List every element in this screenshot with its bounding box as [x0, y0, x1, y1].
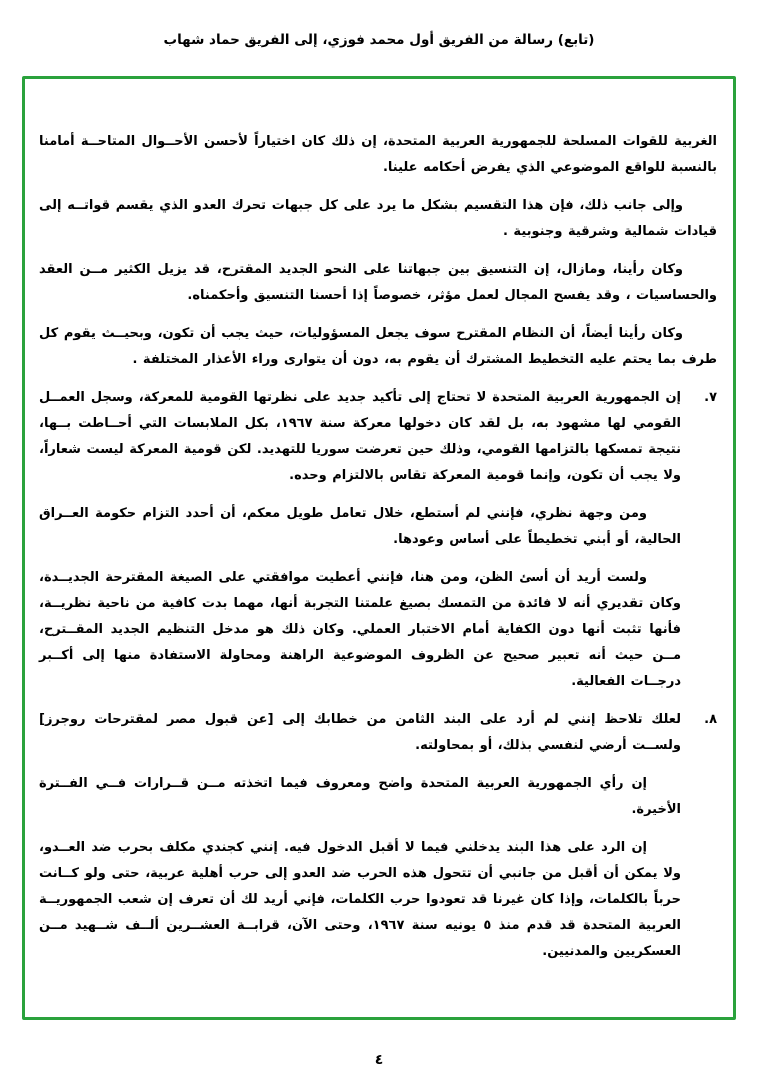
page-number: ٤	[374, 1052, 384, 1068]
numbered-item-7	[39, 385, 717, 707]
item-body	[39, 707, 681, 977]
item-paragraph: ومن وجهة نظري، فإنني لم أستطع، خلال تعامل طويل معكم، أن أحدد التزام حكومة العــراق الحالية، أو أبني تخطيطاً على أساس وعودها.	[39, 506, 681, 547]
item-number: ٧.	[704, 390, 717, 405]
intro-paragraph: وكان رأينا أيضاً، أن النظام المقترح سوف يجعل المسؤوليات، حيث يجب أن تكون، وبحيــث يقوم كل طرف بما يحتم عليه التخطيط المشترك أن يقوم به، دون أن يتوارى وراء الأعذار المختلفة .	[39, 326, 717, 367]
intro-paragraph: وكان رأينا، ومازال، إن التنسيق بين جبهاتنا على النحو الجديد المقترح، قد يزيل الكثير مــن العقد والحساسيات ، وقد يفسح المجال لعمل مؤثر، خصوصاً إذا أحسنا التنسيق وأحكمناه.	[39, 262, 717, 303]
numbered-item-8	[39, 707, 717, 977]
item-paragraph: لعلك تلاحظ إنني لم أرد على البند الثامن من خطابك إلى [عن قبول مصر لمقترحات روجرز] ولســت أرضي لنفسي بذلك، أو بمحاولته.	[39, 712, 681, 753]
content-frame	[22, 76, 736, 1020]
page-header-title: (تابع) رسالة من الفريق أول محمد فوزي، إلى الفريق حماد شهاب	[163, 32, 595, 48]
item-paragraph: إن الرد على هذا البند يدخلني فيما لا أقبل الدخول فيه. إنني كجندي مكلف بحرب ضد العــدو، ولا يمكن أن أقبل من جانبي أن تتحول هذه الحرب ضد العدو إلى حرب أهلية عربية، حتى ولو كــانت حرباً بالكلمات، وإذا كان غيرنا قد تعودوا حرب الكلمات، فإني أريد لك أن تعرف إن شعب الجمهوريــة العربية المتحدة قد قدم منذ ٥ يونيه سنة ١٩٦٧، وحتى الآن، قرابــة العشــرين ألــف شــهيد مــن العسكريين والمدنيين.	[39, 840, 681, 959]
item-paragraph: إن رأي الجمهورية العربية المتحدة واضح ومعروف فيما اتخذته مــن قــرارات فــي الفــترة الأخيرة.	[39, 776, 681, 817]
intro-paragraph: وإلى جانب ذلك، فإن هذا التقسيم بشكل ما يرد على كل جبهات تحرك العدو الذي يقسم قواتــه إلى قيادات شمالية وشرقية وجنوبية .	[39, 198, 717, 239]
item-number: ٨.	[704, 712, 717, 727]
intro-paragraph: الغربية للقوات المسلحة للجمهورية العربية المتحدة، إن ذلك كان اختياراً لأحسن الأحــوال المتاحــة أمامنا بالنسبة للواقع الموضوعي الذي يفرض أحكامه علينا.	[39, 134, 717, 175]
item-paragraph: ولست أريد أن أسئ الظن، ومن هنا، فإنني أعطيت موافقتي على الصيغة المقترحة الجديــدة، وكان تقديري أنه لا فائدة من التمسك بصيغ علمتنا التجربة أنها، مهما بدت كافية من ناحية نظريــة، فأنها تثبت أنها دون الكفاية أمام الاختبار العملي. وكان ذلك هو مدخل التنظيم الجديد المقــترح، مــن حيث أنه تعبير صحيح عن الظروف الموضوعية الراهنة ومحاولة الاستفادة منها إلى أكــبر درجــات الفعالية.	[39, 570, 681, 689]
letter-body	[25, 79, 733, 977]
item-paragraph: إن الجمهورية العربية المتحدة لا تحتاج إلى تأكيد جديد على نظرتها القومية للمعركة، وسجل العمــل القومي لها مشهود به، بل لقد كان دخولها معركة سنة ١٩٦٧، بكل الملابسات التي أحــاطت بــها، نتيجة تمسكها بالتزامها القومي، وذلك حين تعرضت سوريا للتهديد. لكن قومية المعركة ليست شعاراً، ولا يجب أن تكون، وإنما قومية المعركة تقاس بالالتزام وحده.	[39, 390, 681, 483]
item-body	[39, 385, 681, 707]
